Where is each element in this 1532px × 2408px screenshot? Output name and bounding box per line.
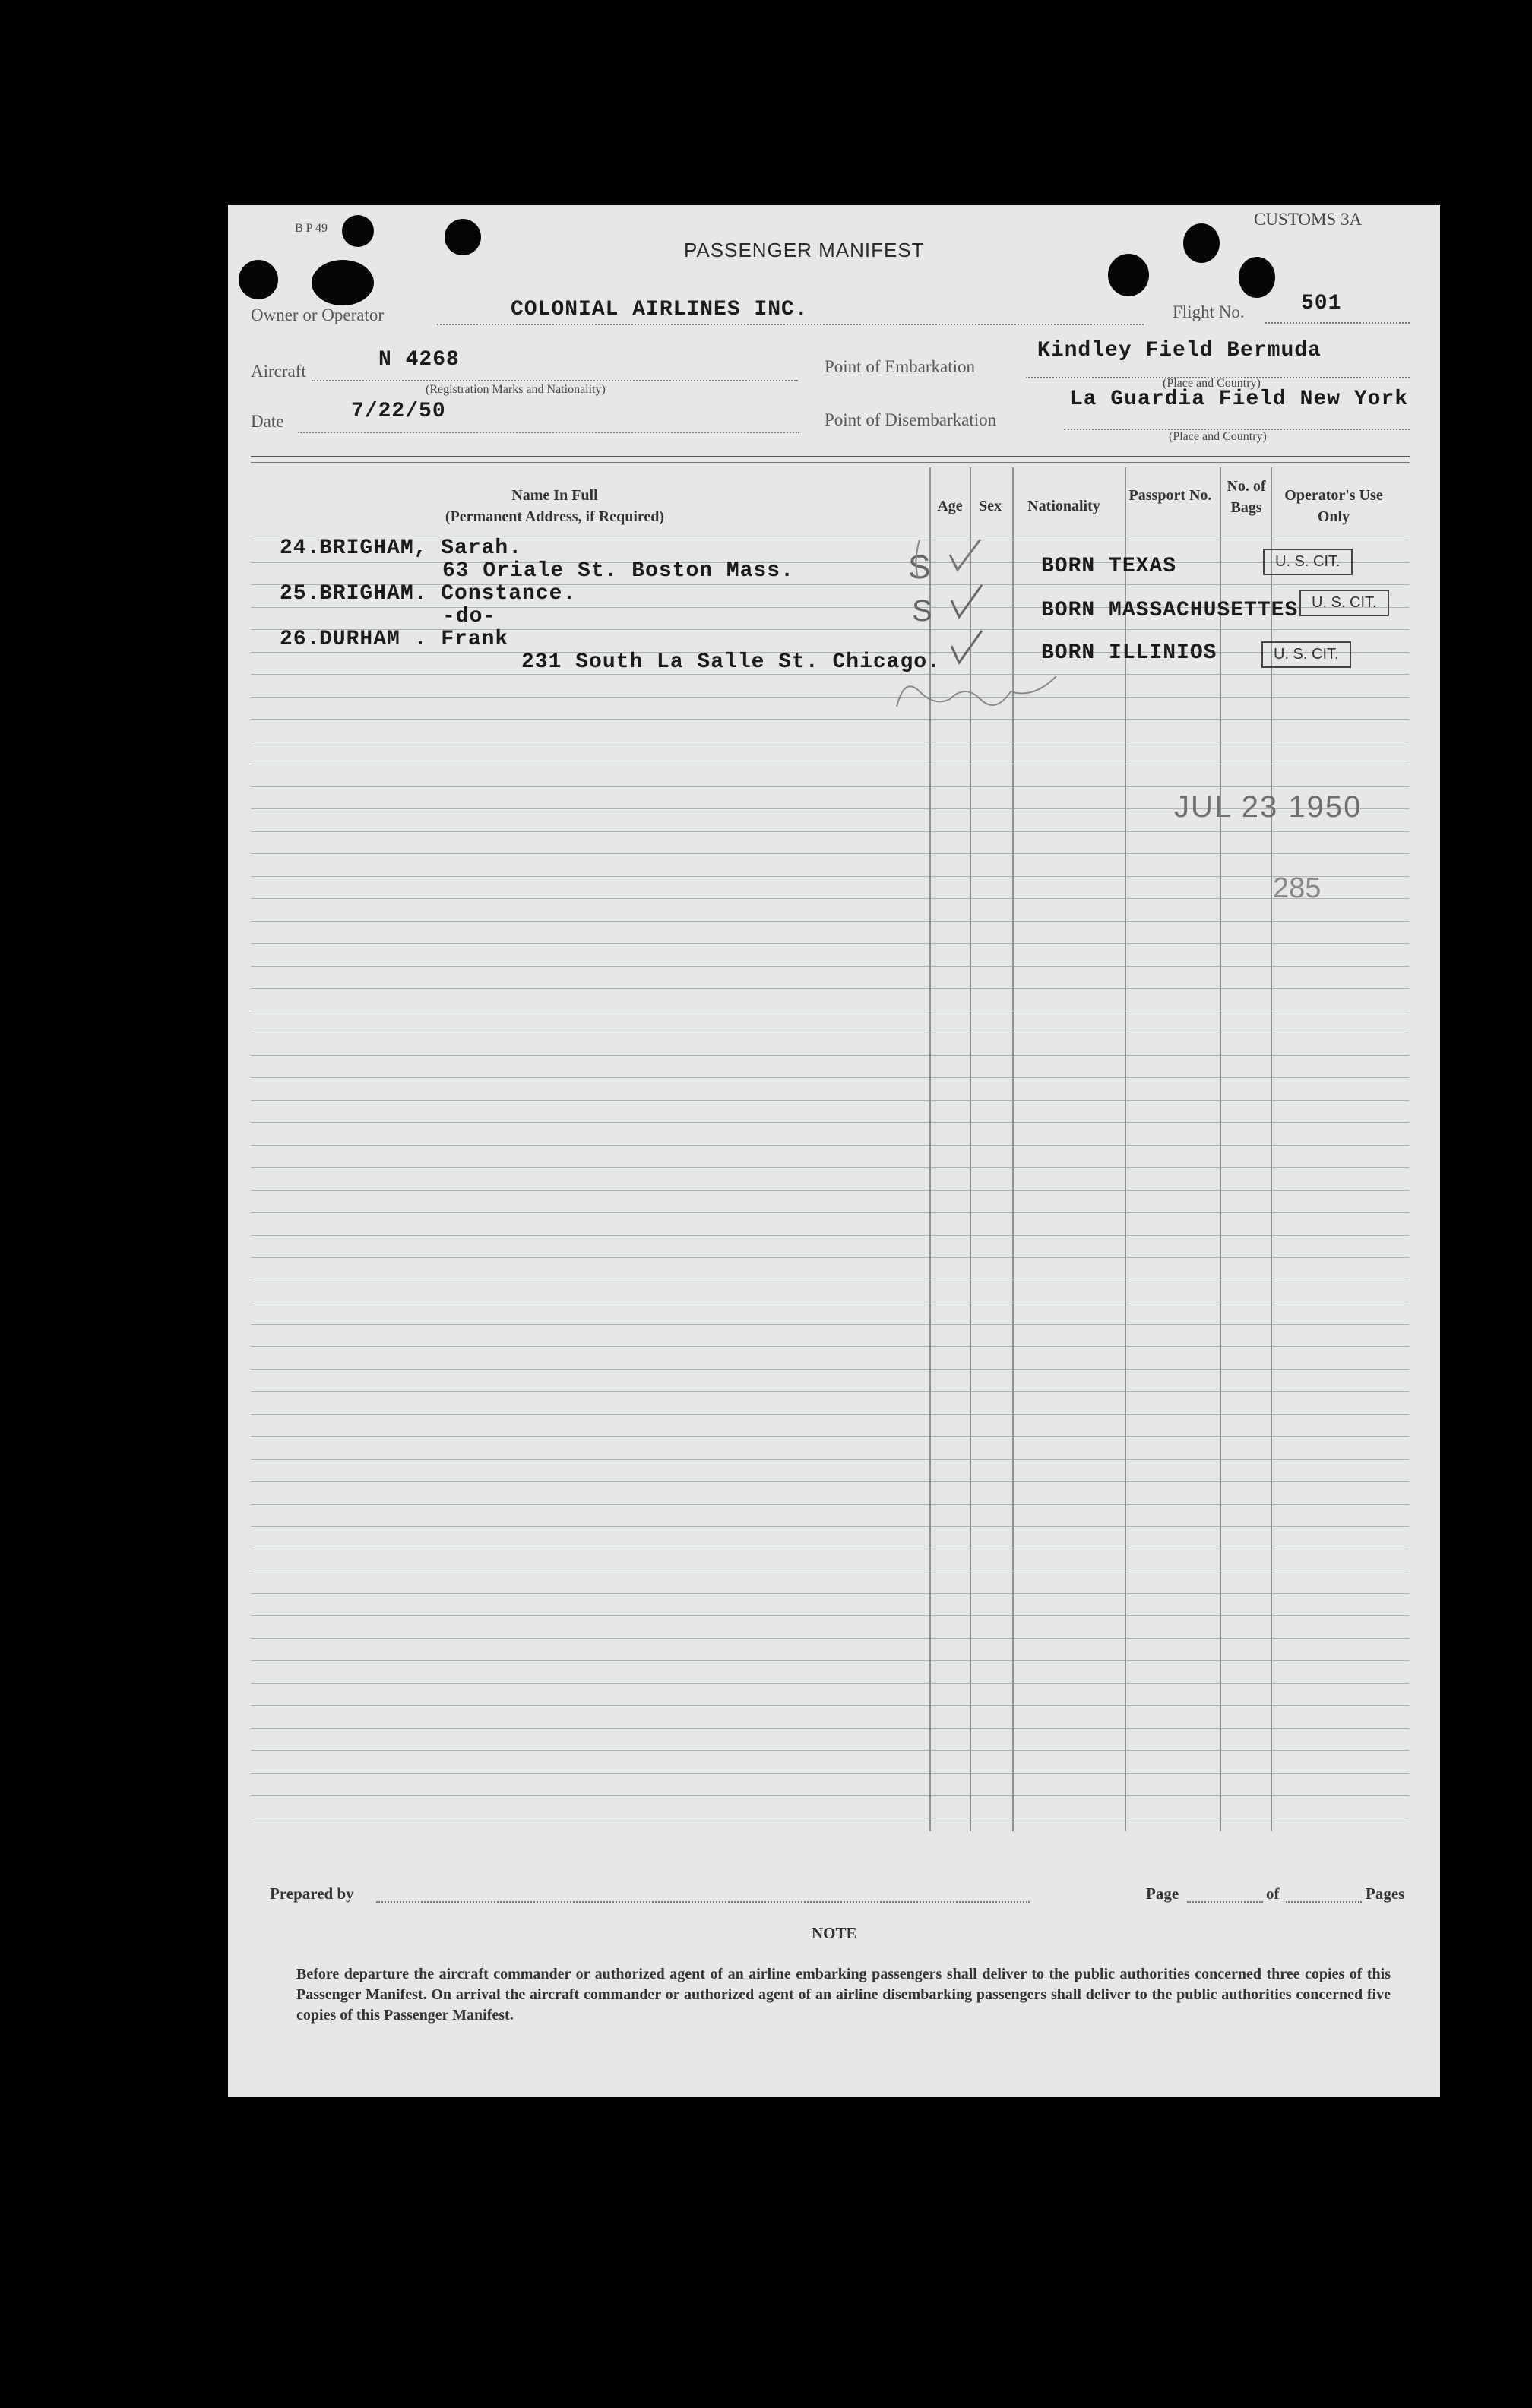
embarkation-sublabel: (Place and Country): [1163, 377, 1261, 390]
embarkation-label: Point of Embarkation: [825, 357, 976, 376]
passenger-2-address: -do-: [442, 605, 497, 628]
punch-hole: [445, 219, 481, 255]
passenger-2-citizen-stamp: U. S. CIT.: [1299, 590, 1389, 616]
owner-value: COLONIAL AIRLINES INC.: [511, 298, 809, 321]
column-header-bags: No. of Bags: [1227, 478, 1266, 516]
ruled-line: [251, 1773, 1410, 1774]
note-text: Before departure the aircraft commander or authorized agent of an airline embarking passengers shall deliver to the public authorities concerned three copies of this Passenger Manifest. On arrival the aircraft commander or authorized agent of an airline disembarking passengers shall deliver to the public authorities concerned five copies of this Passenger Manifest.: [296, 1966, 1391, 2024]
passenger-1-name: BRIGHAM, Sarah.: [319, 536, 523, 560]
ruled-line: [251, 1100, 1410, 1101]
ruled-line: [251, 966, 1410, 967]
ruled-line: [251, 921, 1410, 922]
ruled-line: [251, 1683, 1410, 1684]
ruled-line: [251, 697, 1410, 698]
passenger-1-citizen-stamp: U. S. CIT.: [1263, 549, 1353, 575]
prepared-by-label: Prepared by: [270, 1884, 354, 1903]
ruled-line: [251, 1436, 1410, 1437]
passenger-2-nationality: BORN MASSACHUSETTES: [1041, 599, 1299, 622]
ruled-line: [251, 1212, 1410, 1213]
disembarkation-sublabel: (Place and Country): [1169, 430, 1267, 443]
ruled-line: [251, 1504, 1410, 1505]
ruled-line: [251, 1369, 1410, 1370]
ruled-line: [251, 1414, 1410, 1415]
ruled-line: [251, 1324, 1410, 1325]
flight-label: Flight No.: [1173, 302, 1245, 321]
passenger-3-nationality: BORN ILLINIOS: [1041, 641, 1217, 665]
ruled-line: [251, 1481, 1410, 1482]
ruled-line: [251, 1526, 1410, 1527]
ruled-line: [251, 898, 1410, 899]
disembarkation-value: La Guardia Field New York: [1070, 388, 1409, 411]
of-label: of: [1266, 1884, 1280, 1903]
column-header-age: Age: [937, 498, 963, 514]
ruled-line: [251, 1190, 1410, 1191]
punch-hole: [1239, 257, 1275, 298]
column-header-nationality: Nationality: [1027, 498, 1100, 514]
column-header-sex: Sex: [979, 498, 1002, 514]
ruled-line: [251, 1167, 1410, 1168]
manifest-sheet: [228, 205, 1440, 2097]
ruled-line: [251, 1235, 1410, 1236]
punch-hole: [1108, 254, 1149, 296]
passenger-3-number: 26.: [280, 628, 321, 651]
ruled-line: [251, 1660, 1410, 1661]
check-marks: [882, 532, 1170, 760]
aircraft-label: Aircraft: [251, 362, 306, 381]
ruled-line: [251, 1615, 1410, 1616]
punch-hole: [1183, 223, 1220, 263]
date-value: 7/22/50: [351, 400, 446, 423]
ruled-line: [251, 943, 1410, 944]
ruled-line: [251, 831, 1410, 832]
form-title: PASSENGER MANIFEST: [684, 239, 925, 261]
punch-hole: [342, 215, 374, 247]
embarkation-value: Kindley Field Bermuda: [1037, 339, 1322, 362]
passenger-1-number: 24.: [280, 536, 321, 560]
ruled-line: [251, 719, 1410, 720]
ruled-line: [251, 1750, 1410, 1751]
customs-number: CUSTOMS 3A: [1254, 210, 1363, 229]
received-number-stamp: 285: [1273, 872, 1322, 904]
passenger-3-name: DURHAM . Frank: [319, 628, 509, 651]
aircraft-value: N 4268: [378, 348, 460, 372]
flight-value: 501: [1301, 292, 1342, 315]
ruled-line: [251, 1257, 1410, 1258]
ruled-line: [251, 786, 1410, 787]
ruled-line: [251, 1638, 1410, 1639]
pages-label: Pages: [1366, 1884, 1405, 1903]
ruled-line: [251, 1346, 1410, 1347]
passenger-1-sex: S: [908, 549, 931, 586]
ruled-line: [251, 1077, 1410, 1078]
ruled-line: [251, 1795, 1410, 1796]
aircraft-sublabel: (Registration Marks and Nationality): [426, 383, 606, 396]
date-label: Date: [251, 412, 284, 431]
passenger-2-sex: S: [912, 594, 932, 628]
disembarkation-label: Point of Disembarkation: [825, 410, 997, 429]
ruled-line: [251, 1459, 1410, 1460]
ruled-line: [251, 1391, 1410, 1392]
passenger-2-name: BRIGHAM. Constance.: [319, 582, 577, 606]
ruled-line: [251, 1705, 1410, 1706]
ruled-line: [251, 988, 1410, 989]
form-code: B P 49: [295, 222, 328, 235]
note-title: NOTE: [812, 1924, 857, 1942]
ruled-line: [251, 1122, 1410, 1123]
owner-label: Owner or Operator: [251, 305, 384, 324]
ruled-line: [251, 1728, 1410, 1729]
punch-hole: [239, 260, 278, 299]
received-date-stamp: JUL 23 1950: [1174, 790, 1363, 824]
ruled-line: [251, 674, 1410, 675]
ruled-line: [251, 1593, 1410, 1594]
passenger-3-address: 231 South La Salle St. Chicago.: [521, 650, 941, 674]
ruled-line: [251, 1145, 1410, 1146]
passenger-3-citizen-stamp: U. S. CIT.: [1261, 641, 1351, 668]
column-header-passport: Passport No.: [1128, 487, 1212, 504]
ruled-line: [251, 876, 1410, 877]
passenger-1-nationality: BORN TEXAS: [1041, 555, 1177, 578]
passenger-2-number: 25.: [280, 582, 321, 606]
passenger-1-address: 63 Oriale St. Boston Mass.: [442, 559, 794, 583]
ruled-line: [251, 562, 1410, 563]
page-label: Page: [1146, 1884, 1179, 1903]
column-header-name: Name In Full (Permanent Address, if Required): [445, 487, 665, 525]
column-header-operator: Operator's Use Only: [1284, 487, 1383, 525]
punch-hole: [312, 260, 374, 305]
ruled-line: [251, 853, 1410, 854]
ruled-line: [251, 1055, 1410, 1056]
